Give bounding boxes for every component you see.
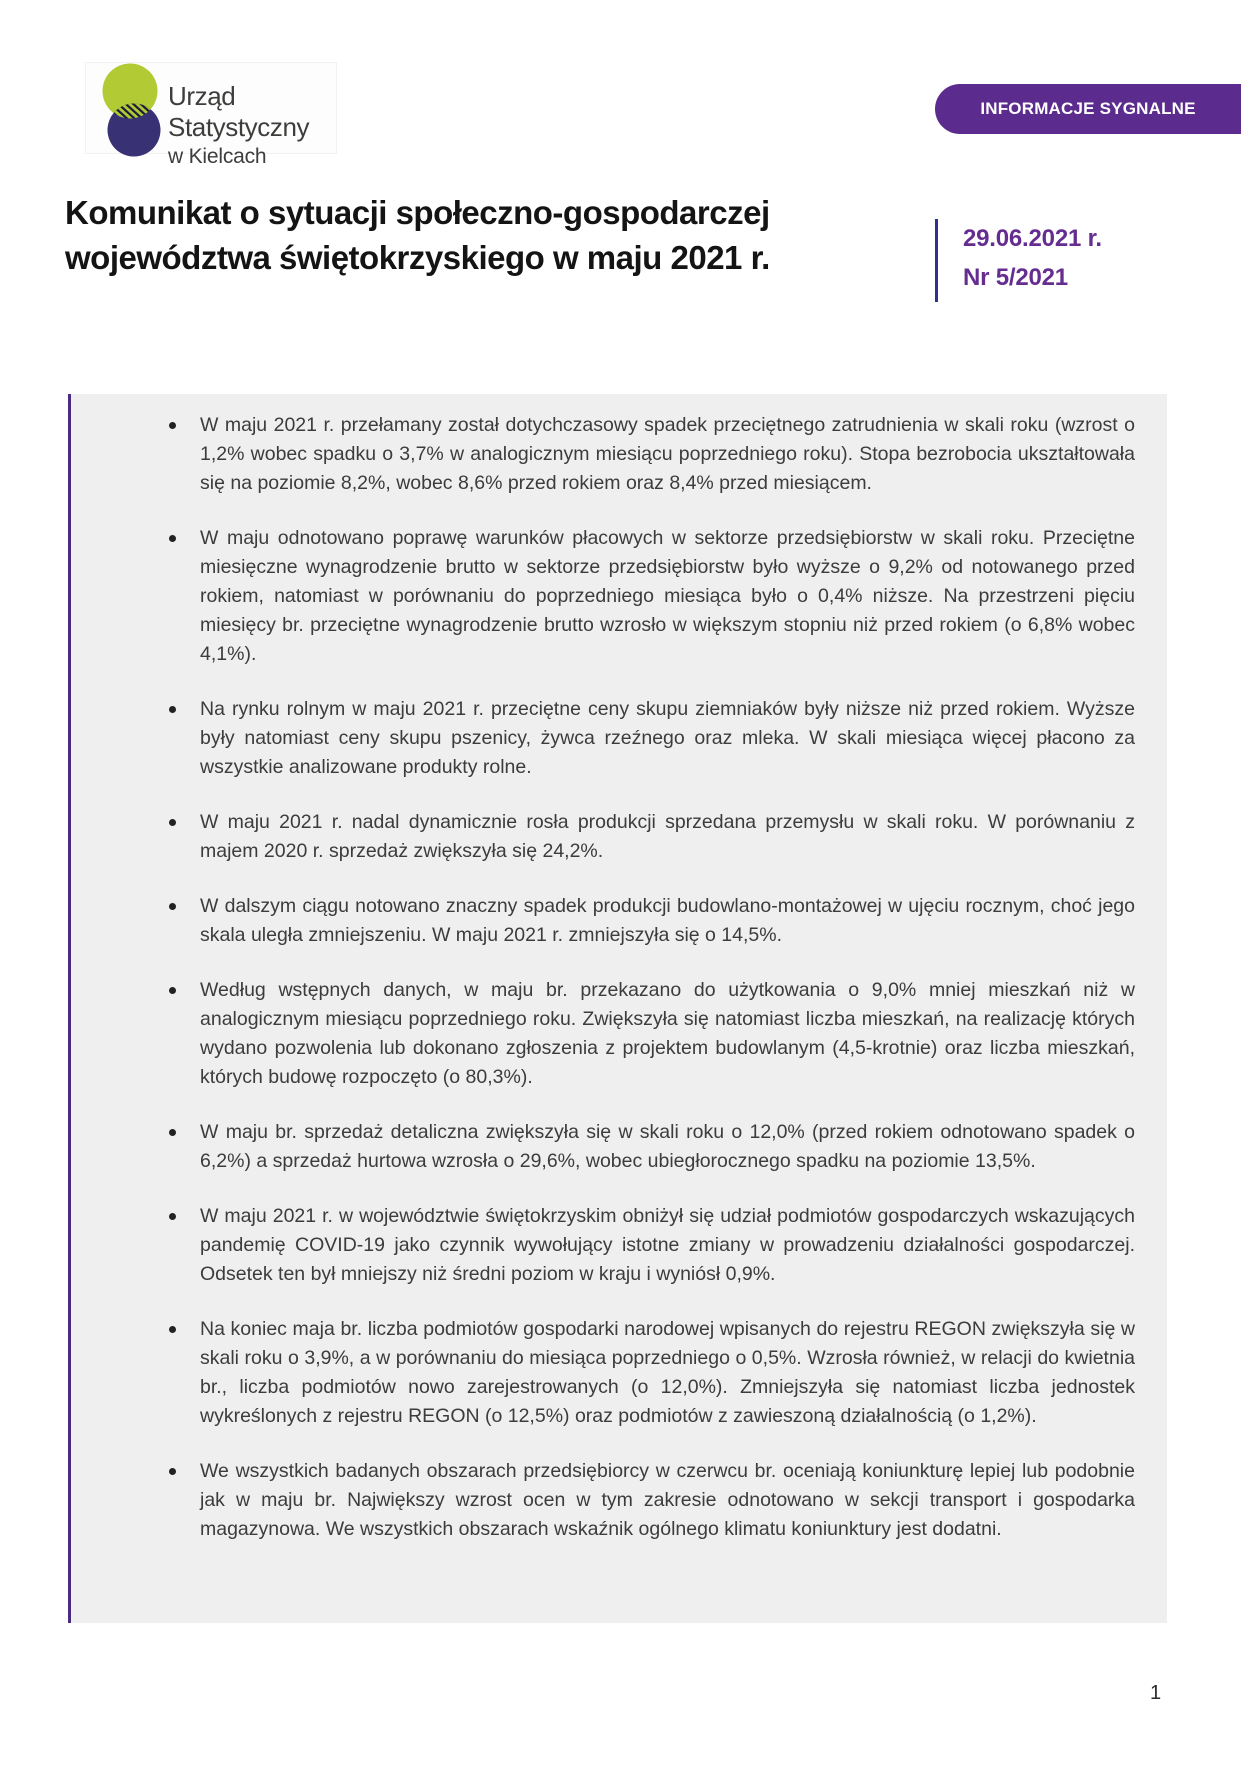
summary-bullet: W maju br. sprzedaż detaliczna zwiększyła się w skali roku o 12,0% (przed rokiem odnotowano spadek o 6,2%) a sprzedaż hurtowa wzrosła o 29,6%, wobec ubiegłorocznego spadku na poziomie 13,5%. (165, 1118, 1135, 1176)
summary-box (68, 394, 1167, 1623)
signal-info-badge-label: INFORMACJE SYGNALNE (980, 99, 1196, 118)
logo-org-location: w Kielcach (168, 145, 267, 168)
signal-info-badge (935, 84, 1241, 134)
page-title-line1: Komunikat o sytuacji społeczno-gospodarczej (65, 194, 770, 231)
meta-divider (935, 219, 938, 302)
summary-bullet: Według wstępnych danych, w maju br. przekazano do użytkowania o 9,0% mniej mieszkań niż w analogicznym miesiącu poprzedniego roku. Zwiększyła się natomiast liczba mieszkań, na realizację których wydano pozwolenia lub dokonano zgłoszenia z projektem budowlanym (4,5-krotnie) oraz liczba mieszkań, których budowę rozpoczęto (o 80,3%). (165, 976, 1135, 1092)
summary-bullet: We wszystkich badanych obszarach przedsiębiorcy w czerwcu br. oceniają koniunkturę lepiej lub podobnie jak w maju br. Największy wzrost ocen w tym zakresie odnotowano w sekcji transport i gospodarka magazynowa. We wszystkich obszarach wskaźnik ogólnego klimatu koniunktury jest dodatni. (165, 1457, 1135, 1544)
issue-number: Nr 5/2021 (963, 264, 1068, 291)
page-number: 1 (1150, 1682, 1162, 1704)
summary-bullet: Na koniec maja br. liczba podmiotów gospodarki narodowej wpisanych do rejestru REGON zwiększyła się w skali roku o 3,9%, a w porównaniu do miesiąca poprzedniego o 0,5%. Wzrosła również, w relacji do kwietnia br., liczba podmiotów nowo zarejestrowanych (o 12,0%). Zmniejszyła się natomiast liczba jednostek wykreślonych z rejestru REGON (o 12,5%) oraz podmiotów z zawieszoną działalnością (o 1,2%). (165, 1315, 1135, 1431)
statistical-office-logo-icon (100, 62, 166, 163)
doc-meta (963, 219, 1102, 297)
logo-org-name: Urząd Statystyczny (168, 81, 310, 142)
summary-list (165, 411, 1135, 1544)
summary-bullet: W dalszym ciągu notowano znaczny spadek produkcji budowlano-montażowej w ujęciu rocznym, choć jego skala uległa zmniejszeniu. W maju 2021 r. zmniejszyła się o 14,5%. (165, 892, 1135, 950)
page-title-line2: województwa świętokrzyskiego w maju 2021 r. (65, 239, 770, 276)
summary-bullet: Na rynku rolnym w maju 2021 r. przeciętne ceny skupu ziemniaków były niższe niż przed rokiem. Wyższe były natomiast ceny skupu pszenicy, żywca rzeźnego oraz mleka. W skali miesiąca więcej płacono za wszystkie analizowane produkty rolne. (165, 695, 1135, 782)
logo-text (168, 81, 336, 169)
summary-bullet: W maju 2021 r. przełamany został dotychczasowy spadek przeciętnego zatrudnienia w skali roku (wzrost o 1,2% wobec spadku o 3,7% w analogicznym miesiącu poprzedniego roku). Stopa bezrobocia ukształtowała się na poziomie 8,2%, wobec 8,6% przed rokiem oraz 8,4% przed miesiącem. (165, 411, 1135, 498)
logo-card (85, 62, 337, 168)
summary-bullet: W maju 2021 r. w województwie świętokrzyskim obniżył się udział podmiotów gospodarczych wskazujących pandemię COVID-19 jako czynnik wywołujący istotne zmiany w prowadzeniu działalności gospodarczej. Odsetek ten był mniejszy niż średni poziom w kraju i wyniósł 0,9%. (165, 1202, 1135, 1289)
summary-bullet: W maju 2021 r. nadal dynamicznie rosła produkcji sprzedana przemysłu w skali roku. W porównaniu z majem 2020 r. sprzedaż zwiększyła się 24,2%. (165, 808, 1135, 866)
summary-bullet: W maju odnotowano poprawę warunków płacowych w sektorze przedsiębiorstw w skali roku. Przeciętne miesięczne wynagrodzenie brutto w sektorze przedsiębiorstw było wyższe o 9,2% od notowanego przed rokiem, natomiast w porównaniu do poprzedniego miesiąca było o 0,4% niższe. Na przestrzeni pięciu miesięcy br. przeciętne wynagrodzenie brutto wzrosło w większym stopniu niż przed rokiem (o 6,8% wobec 4,1%). (165, 524, 1135, 669)
publication-date: 29.06.2021 r. (963, 225, 1102, 252)
page-title (65, 190, 805, 280)
